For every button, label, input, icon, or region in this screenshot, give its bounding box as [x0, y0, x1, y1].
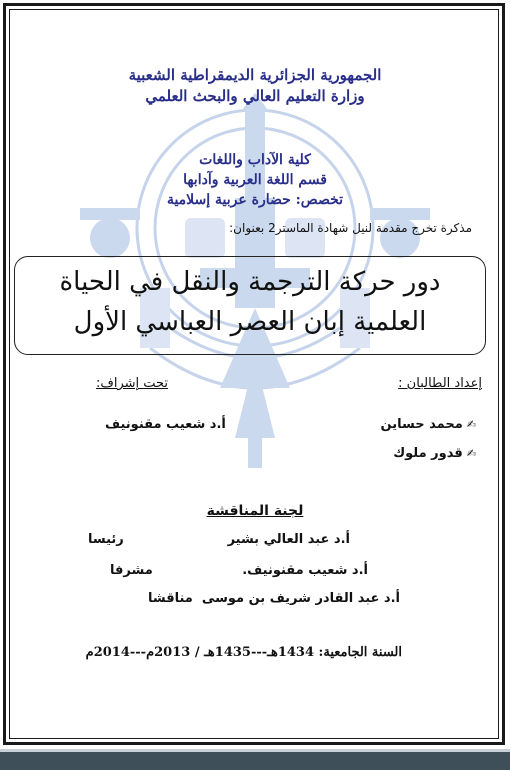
student-2-name: قدور ملوك	[393, 446, 463, 461]
committee-member-2-role: مشرفا	[110, 563, 153, 578]
supervisor-label: تحت إشراف:	[96, 376, 169, 391]
country-name: الجمهورية الجزائرية الديمقراطية الشعبية	[128, 66, 382, 84]
committee-member-3-name: أ.د عبد القادر شريف بن موسى	[201, 591, 400, 606]
academic-year: السنة الجامعية: 1434هـ---1435هـ / 2013م---2014م	[85, 645, 402, 660]
committee-member-2-name: أ.د شعيب مقنونيف.	[242, 563, 368, 578]
student-1	[381, 417, 476, 432]
department-name: قسم اللغة العربية وآدابها	[183, 172, 327, 188]
committee-member-3-role: مناقشا	[148, 591, 193, 606]
students-label: إعداد الطالبان :	[398, 376, 482, 391]
thesis-title-line1: دور حركة الترجمة والنقل في الحياة	[59, 267, 441, 297]
specialty-name: تخصص: حضارة عربية إسلامية	[166, 192, 344, 208]
supervisor-name: أ.د شعيب مقنونيف	[105, 417, 226, 432]
pen-icon: ✍	[466, 418, 476, 431]
ministry-name: وزارة التعليم العالي والبحث العلمي	[145, 87, 365, 105]
thesis-title-line2: العلمية إبان العصر العباسي الأول	[73, 307, 427, 337]
committee-member-1-role: رئيسا	[88, 532, 124, 547]
committee-member-1-name: أ.د عبد العالي بشير	[227, 532, 350, 547]
student-1-name: محمد حساين	[380, 417, 463, 432]
committee-title: لجنة المناقشة	[206, 503, 304, 519]
thesis-title-box	[14, 256, 486, 355]
memo-intro: مذكرة تخرج مقدمة لنيل شهادة الماستر2 بعنوان:	[229, 221, 472, 235]
pen-icon: ✍	[466, 447, 476, 460]
student-2	[393, 446, 476, 461]
bottom-bar	[0, 749, 510, 770]
faculty-name: كلية الآداب واللغات	[199, 152, 311, 168]
